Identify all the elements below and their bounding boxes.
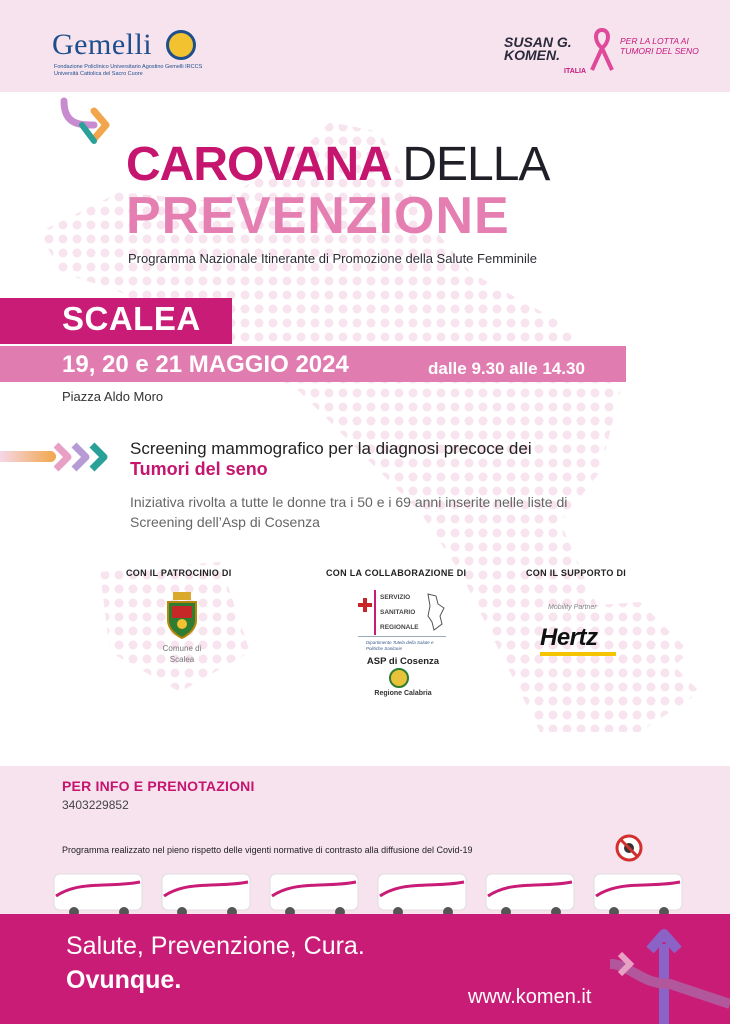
event-dates: 19, 20 e 21 MAGGIO 2024	[62, 351, 349, 378]
van	[270, 874, 358, 917]
gemelli-seal-icon	[166, 30, 196, 60]
van	[54, 874, 142, 917]
covid-note: Programma realizzato nel pieno rispetto delle vigenti normative di contrasto alla diffusione del Covid-19	[62, 845, 473, 855]
ssr-logo	[358, 590, 448, 640]
pink-ribbon-icon	[588, 26, 616, 74]
regione-emblem-icon	[389, 668, 409, 688]
gemelli-wordmark: Gemelli	[52, 28, 153, 61]
decorative-stripe	[0, 451, 56, 462]
divider	[358, 636, 446, 637]
comune-crest-icon	[164, 590, 200, 640]
van	[378, 874, 466, 917]
event-city: SCALEA	[62, 300, 201, 337]
gemelli-subtitle: Fondazione Policlinico Universitario Agostino Gemelli IRCCS Università Cattolica del Sacro Cuore	[54, 64, 203, 77]
komen-country: ITALIA	[564, 68, 587, 75]
info-title: PER INFO E PRENOTAZIONI	[62, 778, 255, 794]
screening-heading: Screening mammografico per la diagnosi precoce dei	[130, 439, 532, 458]
ssr-text: SERVIZIO SANITARIO REGIONALE	[374, 590, 419, 635]
komen-logo	[500, 22, 700, 82]
title-word-carovana: CAROVANA	[126, 138, 390, 191]
chevron-arrows-icon	[54, 442, 114, 472]
main-title-line2: PREVENZIONE	[126, 187, 510, 245]
screening-topic: Tumori del seno	[130, 459, 268, 479]
event-place: Piazza Aldo Moro	[62, 389, 164, 404]
no-virus-icon	[614, 833, 644, 863]
collaborazione-label: CON LA COLLABORAZIONE DI	[326, 568, 467, 578]
decorative-arrow-icon	[610, 924, 730, 1024]
decorative-arrow-icon	[60, 97, 124, 147]
patrocinio-label: CON IL PATROCINIO DI	[126, 568, 232, 578]
phone-number: 3403229852	[62, 798, 129, 812]
calabria-map-icon	[424, 592, 446, 632]
footer-slogan: Salute, Prevenzione, Cura.	[66, 932, 365, 960]
van	[162, 874, 250, 917]
title-word-della: DELLA	[402, 138, 550, 191]
vans-illustration	[50, 866, 690, 918]
hertz-logo: Hertz	[540, 624, 598, 651]
gemelli-logo	[52, 28, 196, 62]
website-link[interactable]: www.komen.it	[468, 986, 592, 1008]
van	[594, 874, 682, 917]
comune-label: Comune di Scalea	[162, 644, 202, 664]
komen-tagline: PER LA LOTTA AI TUMORI DEL SENO	[620, 36, 699, 56]
program-subtitle: Programma Nazionale Itinerante di Promozione della Salute Femminile	[128, 251, 537, 266]
main-title-line1	[126, 140, 549, 190]
mobility-partner-label: Mobility Partner	[548, 604, 597, 611]
van	[486, 874, 574, 917]
footer-slogan-strong: Ovunque.	[66, 966, 182, 994]
red-cross-icon	[358, 598, 372, 612]
ssr-department: Dipartimento Tutela della Salute e Politiche Sanitarie	[366, 640, 434, 651]
komen-wordmark: SUSAN G. KOMEN.	[504, 34, 572, 63]
asp-label: ASP di Cosenza	[366, 656, 440, 667]
hertz-underline	[540, 652, 616, 656]
screening-description: Iniziativa rivolta a tutte le donne tra i 50 e i 69 anni inserite nelle liste di Screening dell’Asp di Cosenza	[130, 494, 568, 530]
regione-label: Regione Calabria	[374, 690, 432, 697]
event-hours: dalle 9.30 alle 14.30	[428, 359, 585, 378]
supporto-label: CON IL SUPPORTO DI	[526, 568, 627, 578]
